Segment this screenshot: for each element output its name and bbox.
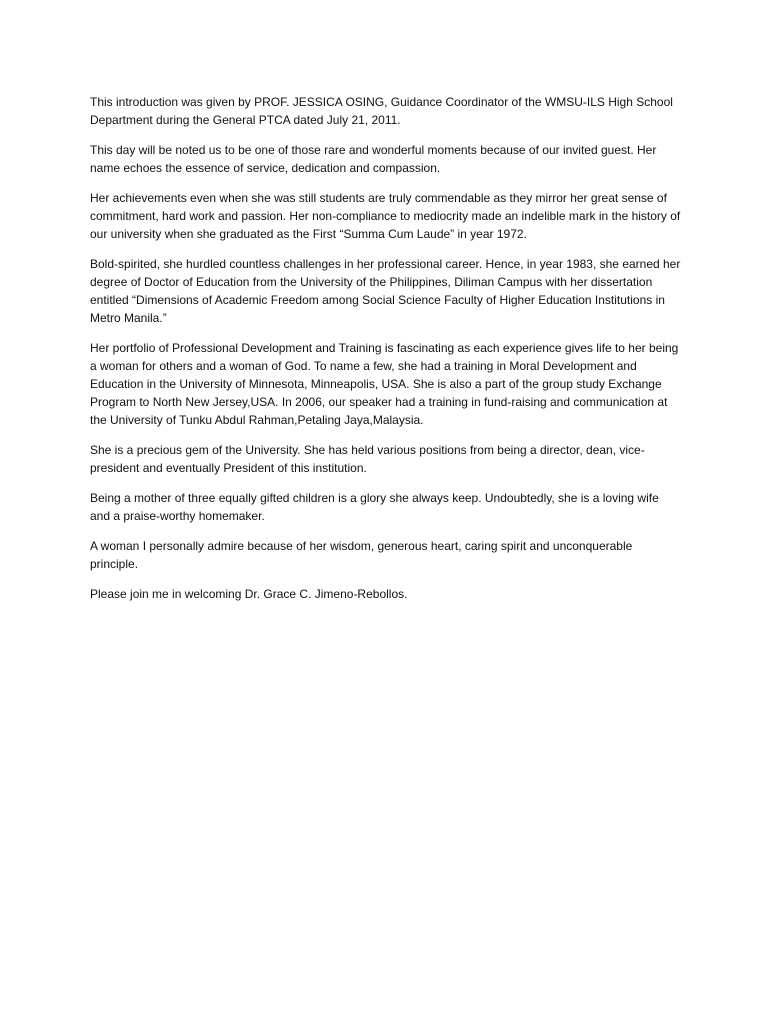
document-body: [90, 93, 682, 615]
paragraph-introduction-credit: This introduction was given by PROF. JESSICA OSING, Guidance Coordinator of the WMSU-ILS High School Department during the General PTCA dated July 21, 2011.: [90, 95, 673, 127]
paragraph-achievements: Her achievements even when she was still students are truly commendable as they mirror her great sense of commitment, hard work and passion. Her non-compliance to mediocrity made an indelible mark in the history of our university when she graduated as the First “Summa Cum Laude” in year 1972.: [90, 191, 681, 241]
paragraph-welcome: Please join me in welcoming Dr. Grace C. Jimeno-Rebollos.: [90, 587, 408, 601]
paragraph-portfolio: Her portfolio of Professional Development and Training is fascinating as each experience gives life to her being a woman for others and a woman of God. To name a few, she had a training in Moral Development and Education in the University of Minnesota, Minneapolis, USA. She is also a part of the group study Exchange Program to North New Jersey,USA. In 2006, our speaker had a training in fund-raising and communication at the University of Tunku Abdul Rahman,Petaling Jaya,Malaysia.: [90, 341, 679, 427]
paragraph-positions: She is a precious gem of the University. She has held various positions from being a director, dean, vice-president and eventually President of this institution.: [90, 443, 645, 475]
paragraph-family: Being a mother of three equally gifted children is a glory she always keep. Undoubtedly, she is a loving wife and a praise-worthy homemaker.: [90, 491, 659, 523]
paragraph-occasion: This day will be noted us to be one of those rare and wonderful moments because of our invited guest. Her name echoes the essence of service, dedication and compassion.: [90, 143, 657, 175]
paragraph-career: Bold-spirited, she hurdled countless challenges in her professional career. Hence, in year 1983, she earned her degree of Doctor of Education from the University of the Philippines, Diliman Campus with her dissertation entitled “Dimensions of Academic Freedom among Social Science Faculty of Higher Education Institutions in Metro Manila.”: [90, 257, 681, 325]
paragraph-admiration: A woman I personally admire because of her wisdom, generous heart, caring spirit and unconquerable principle.: [90, 539, 633, 571]
